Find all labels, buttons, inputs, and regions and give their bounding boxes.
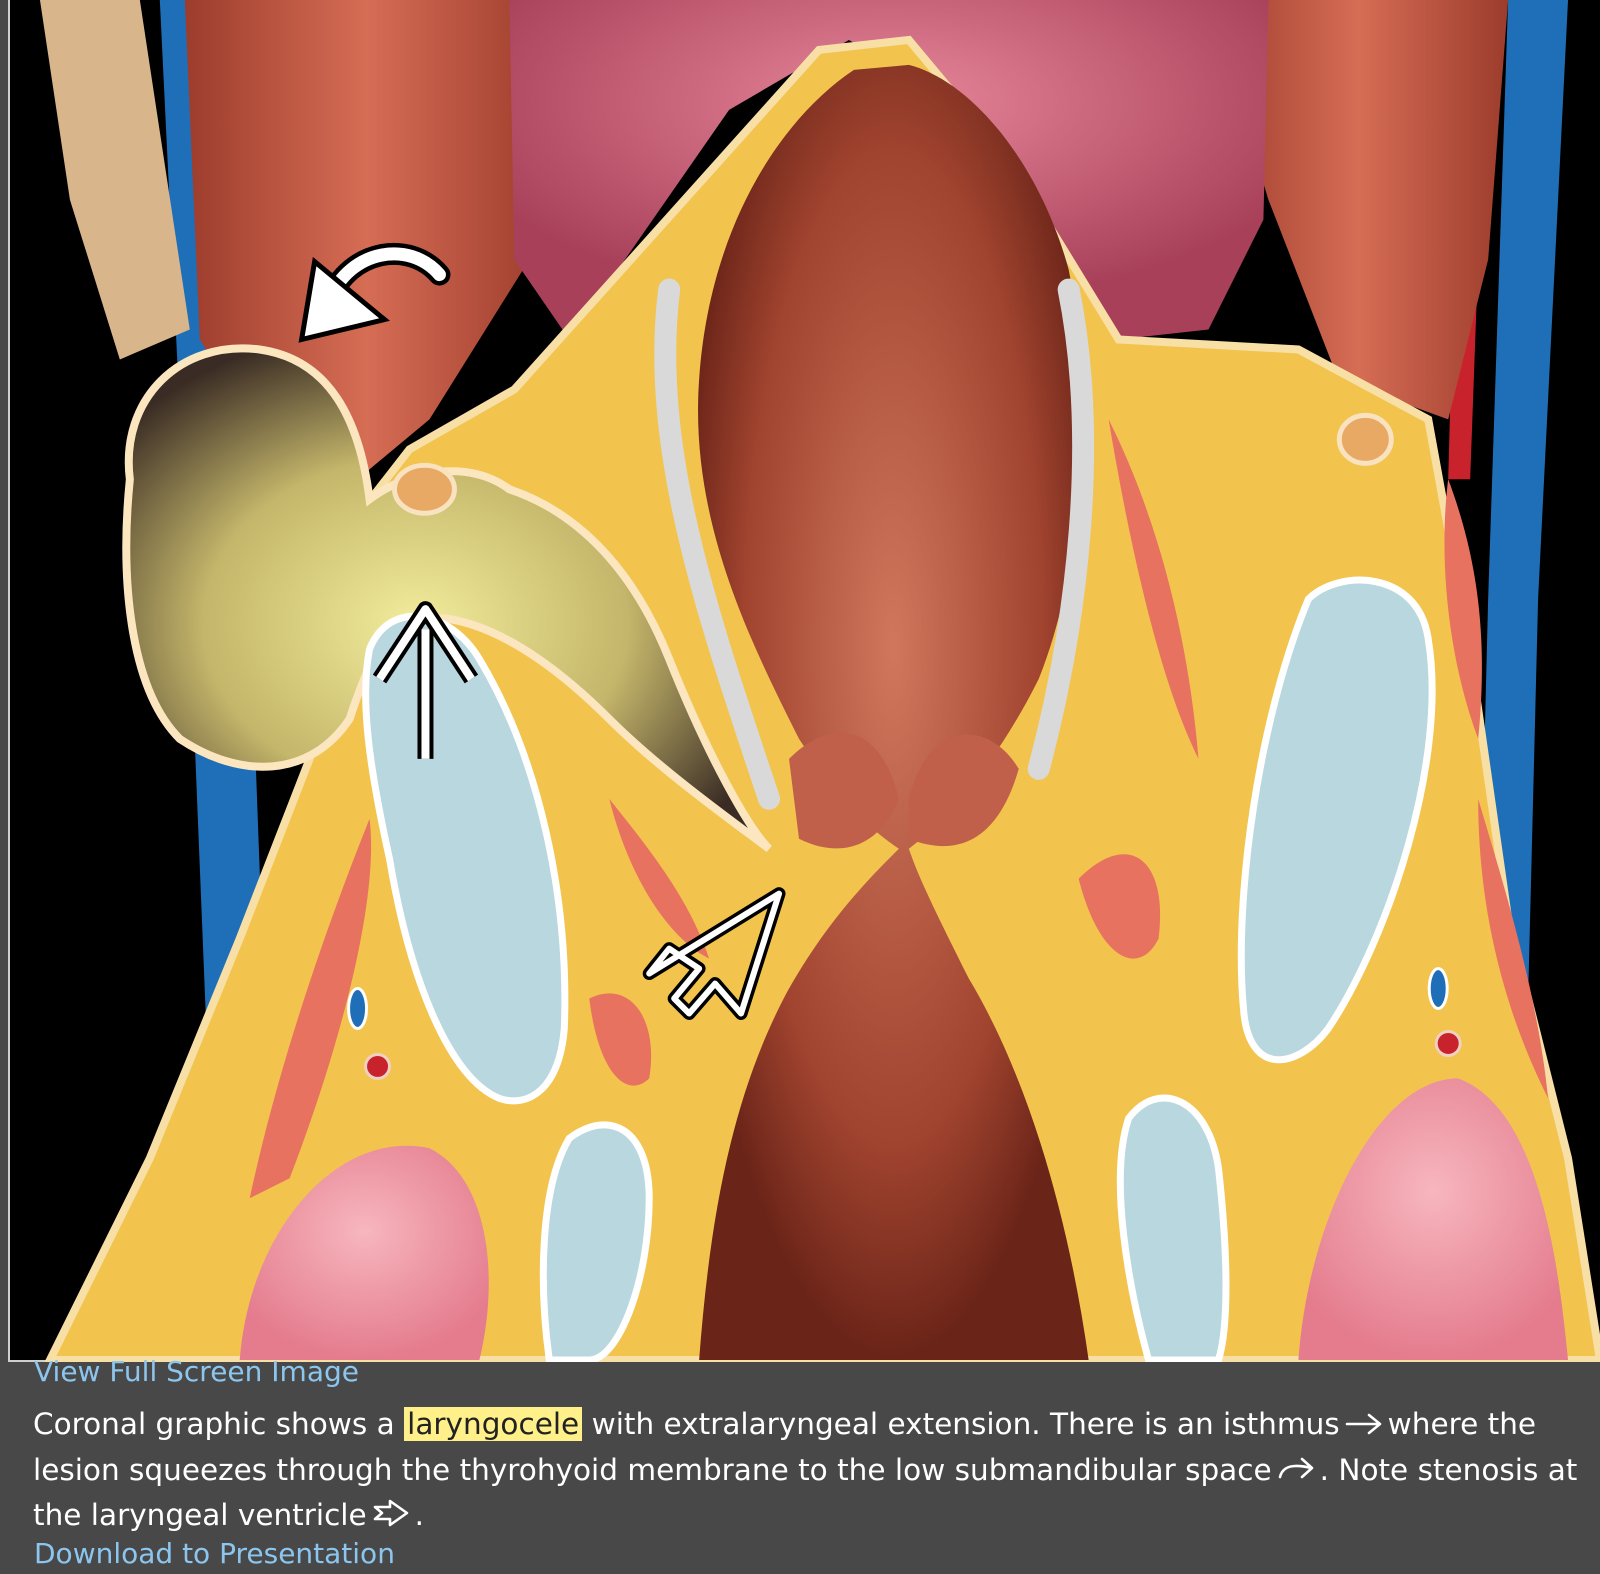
curved-arrow-icon: [1277, 1449, 1315, 1493]
right-hyoid-cornu: [1339, 415, 1391, 463]
figure-image[interactable]: [8, 0, 1600, 1362]
caption-text: Coronal graphic shows a: [33, 1407, 395, 1441]
caption-text: . Note stenosis at the laryngeal ventricle: [33, 1452, 1578, 1532]
right-small-vein: [1429, 969, 1447, 1009]
right-cricoid-cartilage: [1120, 1098, 1226, 1360]
view-full-screen-link[interactable]: View Full Screen Image: [34, 1355, 359, 1388]
left-small-artery: [366, 1054, 390, 1078]
download-to-presentation-link[interactable]: Download to Presentation: [34, 1537, 395, 1570]
caption-text: with extralaryngeal extension. There is an isthmus: [591, 1407, 1340, 1441]
arrow-icon: [1345, 1404, 1383, 1448]
open-arrow-icon: [372, 1495, 410, 1539]
caption-text: where the lesion squeezes through the thyrohyoid membrane to the low submandibular space: [33, 1407, 1537, 1487]
highlighted-term: laryngocele: [404, 1407, 582, 1441]
caption-text: .: [414, 1498, 425, 1532]
right-small-artery: [1436, 1031, 1460, 1055]
left-small-vein: [349, 989, 367, 1029]
caption-panel: [0, 1355, 1600, 1570]
figure-caption: [33, 1402, 1578, 1539]
left-hyoid-cornu: [395, 465, 455, 513]
anatomy-illustration: [10, 0, 1600, 1360]
